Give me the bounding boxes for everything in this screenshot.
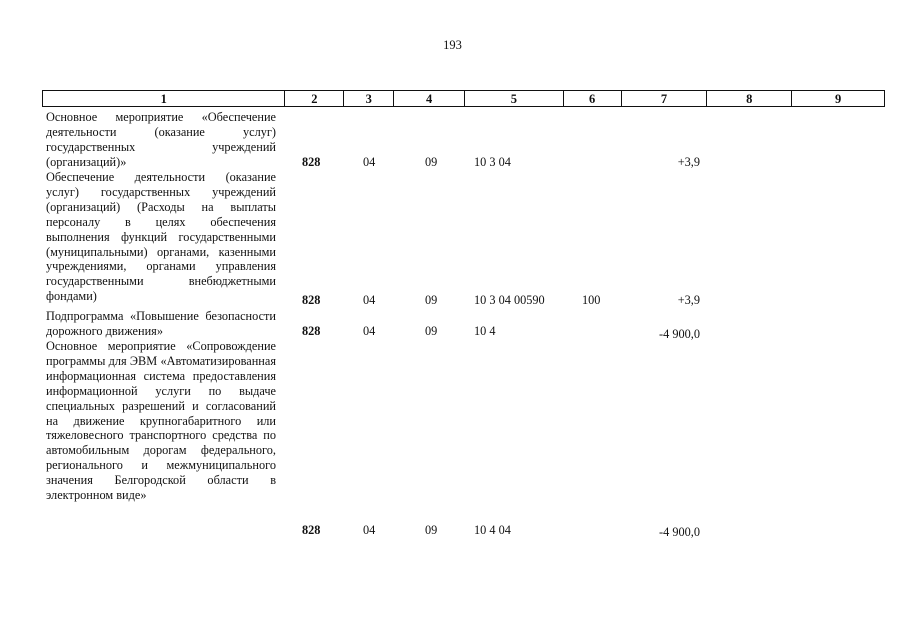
header-col-5: 5 [464, 91, 563, 106]
row-target: 10 3 04 00590 [474, 293, 545, 307]
header-col-1: 1 [160, 92, 167, 106]
row-section: 04 [363, 324, 376, 338]
row-target: 10 4 04 [474, 523, 511, 537]
header-col-9: 9 [791, 91, 884, 106]
row-section: 04 [363, 155, 376, 169]
row-amount: +3,9 [677, 155, 700, 169]
row-description: Основное мероприятие «Сопровождение программы для ЭВМ «Автоматизированная информационная система предоставления информационной услуги по выдаче специальных разрешений и согласований на движение крупногабаритного или тяжеловесного транспортного средства по автомобильным дорогам федерального, регионального и межмуниципального значения Белгородской области в электронном виде» [46, 339, 276, 503]
row-section: 04 [363, 293, 376, 307]
row-description: Подпрограмма «Повышение безопасности дорожного движения» [46, 309, 276, 338]
row-amount: +3,9 [677, 293, 700, 307]
row-code: 828 [302, 293, 321, 307]
row-target: 10 4 [474, 324, 496, 338]
row-code: 828 [302, 155, 321, 169]
header-col-8: 8 [706, 91, 791, 106]
row-description: Основное мероприятие «Обеспечение деятельности (оказание услуг) государственных учреждений (организаций)» [46, 110, 276, 169]
row-amount: -4 900,0 [659, 327, 700, 341]
table-header [42, 90, 885, 107]
header-col-7: 7 [621, 91, 707, 106]
row-target: 10 3 04 [474, 155, 511, 169]
row-section: 04 [363, 523, 376, 537]
header-col-3: 3 [343, 91, 393, 106]
header-col-4: 4 [393, 91, 464, 106]
row-subsection: 09 [425, 155, 438, 169]
row-subsection: 09 [425, 324, 438, 338]
row-subsection: 09 [425, 293, 438, 307]
row-type: 100 [582, 293, 601, 307]
row-code: 828 [302, 523, 321, 537]
header-col-2: 2 [284, 91, 343, 106]
header-col-6: 6 [563, 91, 621, 106]
row-code: 828 [302, 324, 321, 338]
row-description: Обеспечение деятельности (оказание услуг) государственных учреждений (организаций) (Расходы на выплаты персоналу в целях обеспечения выполнения функций государственными (муниципальными) органами, казенными учреждениями, органами управления государственными внебюджетными фондами) [46, 170, 276, 304]
page-number: 193 [443, 38, 462, 52]
row-subsection: 09 [425, 523, 438, 537]
row-amount: -4 900,0 [659, 525, 700, 539]
